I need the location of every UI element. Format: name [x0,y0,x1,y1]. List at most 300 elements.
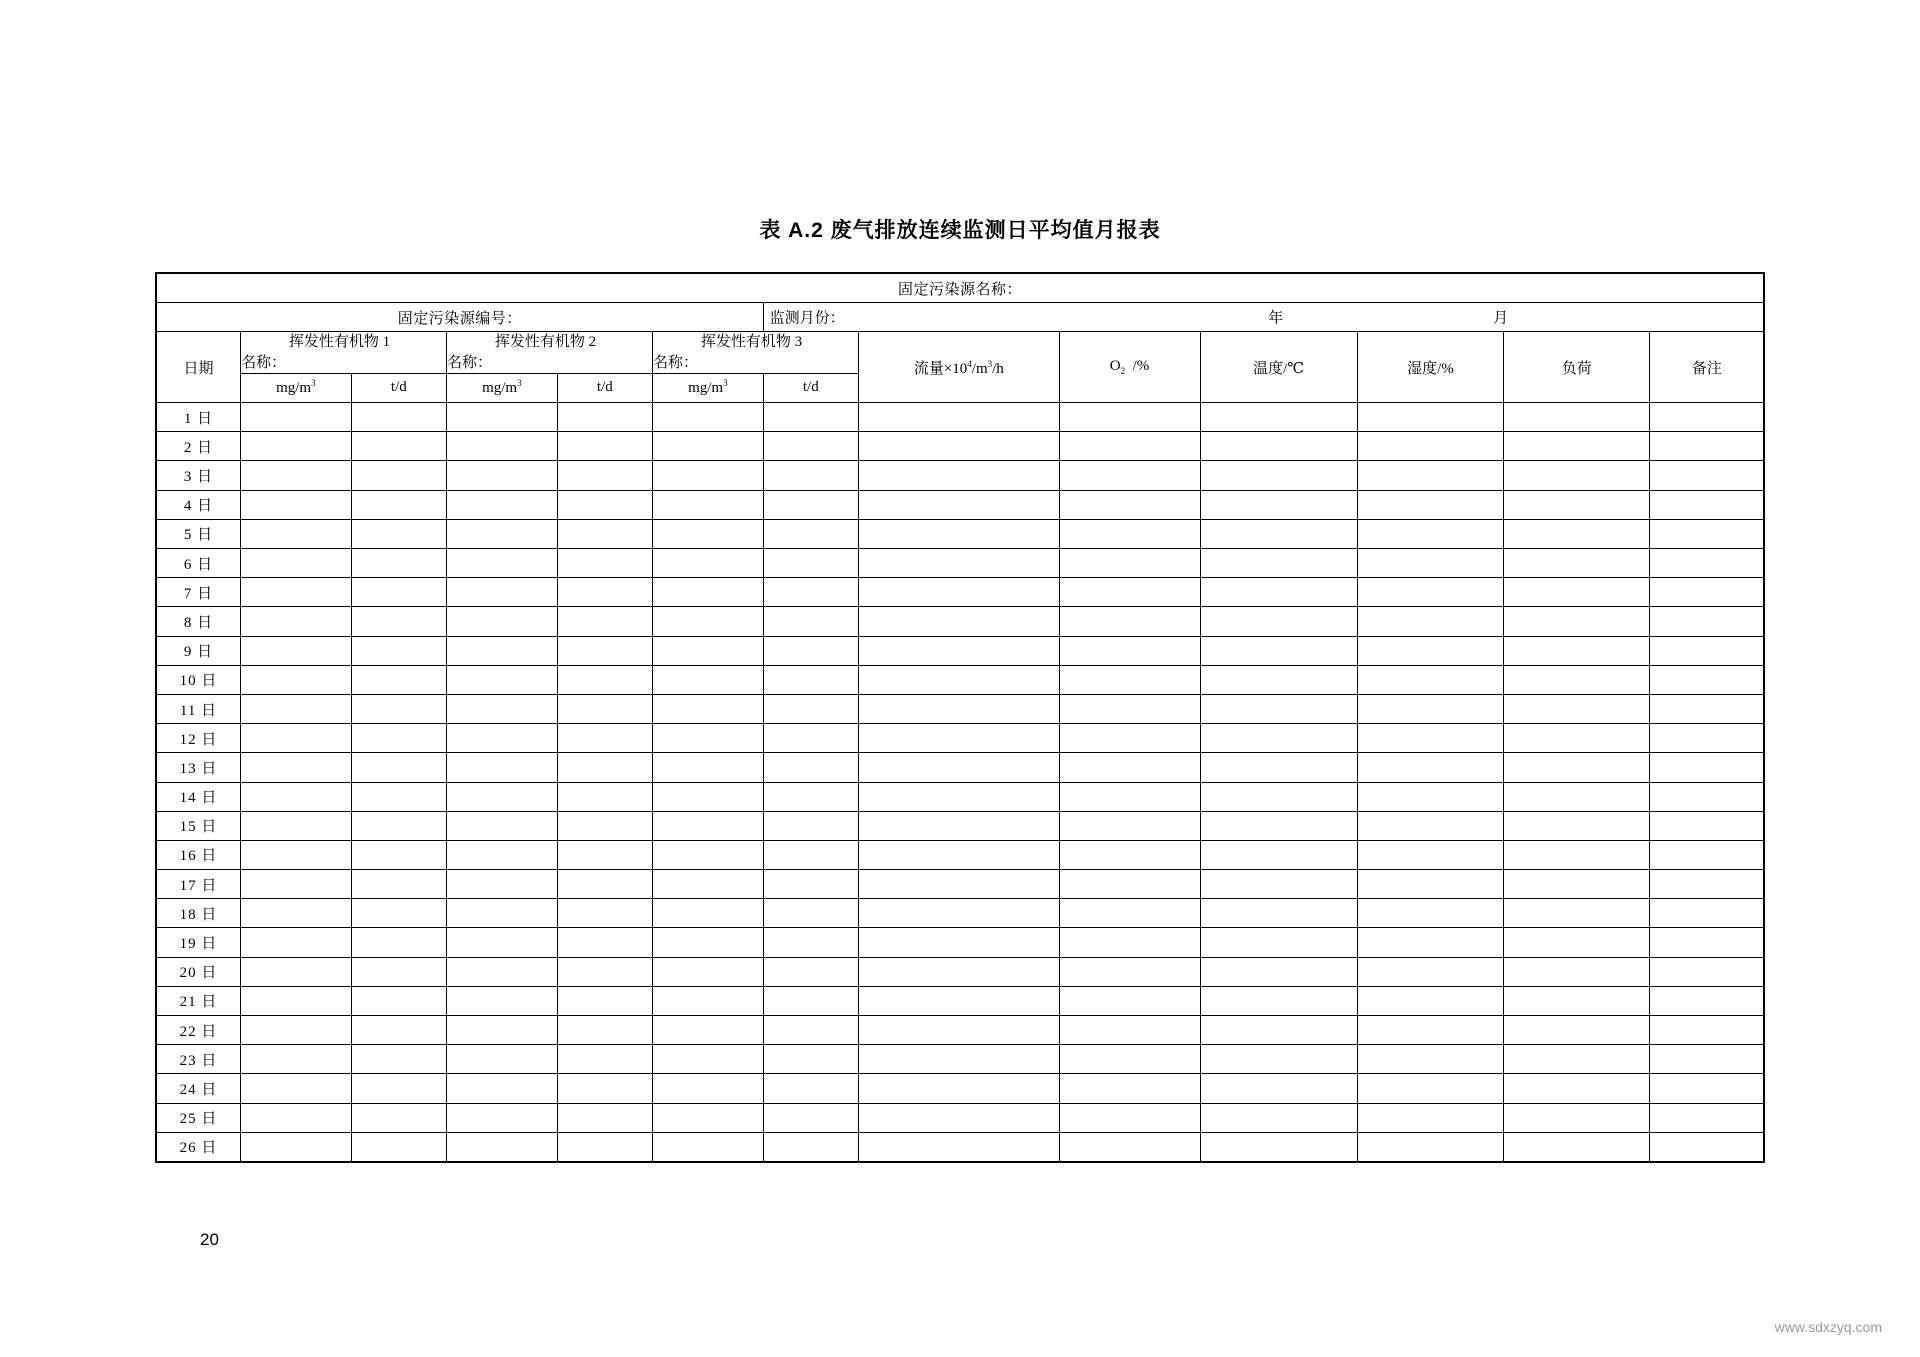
data-cell[interactable] [1504,549,1650,578]
data-cell[interactable] [1059,403,1200,432]
data-cell[interactable] [1059,870,1200,899]
data-cell[interactable] [763,1132,858,1162]
data-cell[interactable] [557,782,652,811]
data-cell[interactable] [1650,753,1764,782]
data-cell[interactable] [1357,549,1503,578]
data-cell[interactable] [859,782,1060,811]
data-cell[interactable] [1504,899,1650,928]
data-cell[interactable] [241,986,352,1015]
data-cell[interactable] [859,899,1060,928]
data-cell[interactable] [1650,782,1764,811]
data-cell[interactable] [351,1045,446,1074]
data-cell[interactable] [763,928,858,957]
data-cell[interactable] [1650,519,1764,548]
data-cell[interactable] [241,665,352,694]
data-cell[interactable] [859,549,1060,578]
data-cell[interactable] [763,899,858,928]
data-cell[interactable] [447,1103,558,1132]
data-cell[interactable] [351,694,446,723]
data-cell[interactable] [241,519,352,548]
data-cell[interactable] [1504,665,1650,694]
data-cell[interactable] [447,986,558,1015]
data-cell[interactable] [557,694,652,723]
data-cell[interactable] [859,665,1060,694]
data-cell[interactable] [1200,461,1357,490]
data-cell[interactable] [557,870,652,899]
data-cell[interactable] [447,432,558,461]
data-cell[interactable] [1504,928,1650,957]
data-cell[interactable] [241,870,352,899]
data-cell[interactable] [1504,607,1650,636]
data-cell[interactable] [1650,694,1764,723]
data-cell[interactable] [763,1074,858,1103]
data-cell[interactable] [351,490,446,519]
data-cell[interactable] [1059,1103,1200,1132]
data-cell[interactable] [1650,665,1764,694]
data-cell[interactable] [1504,490,1650,519]
data-cell[interactable] [653,1045,764,1074]
data-cell[interactable] [351,782,446,811]
data-cell[interactable] [859,490,1060,519]
data-cell[interactable] [557,753,652,782]
data-cell[interactable] [763,665,858,694]
data-cell[interactable] [1504,1045,1650,1074]
data-cell[interactable] [1357,1016,1503,1045]
data-cell[interactable] [351,607,446,636]
data-cell[interactable] [653,1103,764,1132]
data-cell[interactable] [1504,957,1650,986]
data-cell[interactable] [1200,899,1357,928]
data-cell[interactable] [763,870,858,899]
data-cell[interactable] [653,753,764,782]
data-cell[interactable] [653,782,764,811]
data-cell[interactable] [447,957,558,986]
data-cell[interactable] [859,957,1060,986]
data-cell[interactable] [1650,1074,1764,1103]
data-cell[interactable] [447,519,558,548]
data-cell[interactable] [653,403,764,432]
data-cell[interactable] [1504,636,1650,665]
data-cell[interactable] [241,607,352,636]
data-cell[interactable] [653,899,764,928]
data-cell[interactable] [447,578,558,607]
data-cell[interactable] [653,665,764,694]
data-cell[interactable] [1059,636,1200,665]
data-cell[interactable] [351,899,446,928]
data-cell[interactable] [859,724,1060,753]
data-cell[interactable] [859,519,1060,548]
data-cell[interactable] [1200,636,1357,665]
data-cell[interactable] [859,840,1060,869]
data-cell[interactable] [653,578,764,607]
data-cell[interactable] [763,986,858,1015]
data-cell[interactable] [351,403,446,432]
data-cell[interactable] [859,403,1060,432]
data-cell[interactable] [447,724,558,753]
data-cell[interactable] [241,549,352,578]
data-cell[interactable] [1650,724,1764,753]
data-cell[interactable] [653,1132,764,1162]
data-cell[interactable] [1504,1016,1650,1045]
data-cell[interactable] [241,724,352,753]
data-cell[interactable] [763,432,858,461]
data-cell[interactable] [1059,519,1200,548]
data-cell[interactable] [1200,549,1357,578]
data-cell[interactable] [1059,1132,1200,1162]
data-cell[interactable] [1059,578,1200,607]
data-cell[interactable] [447,403,558,432]
data-cell[interactable] [1650,549,1764,578]
data-cell[interactable] [653,1016,764,1045]
data-cell[interactable] [1650,578,1764,607]
data-cell[interactable] [351,1103,446,1132]
data-cell[interactable] [1200,1045,1357,1074]
data-cell[interactable] [1059,549,1200,578]
data-cell[interactable] [447,1132,558,1162]
data-cell[interactable] [1357,1074,1503,1103]
data-cell[interactable] [1357,665,1503,694]
data-cell[interactable] [653,870,764,899]
data-cell[interactable] [447,753,558,782]
data-cell[interactable] [1357,928,1503,957]
data-cell[interactable] [1650,957,1764,986]
data-cell[interactable] [763,957,858,986]
data-cell[interactable] [447,811,558,840]
data-cell[interactable] [1059,490,1200,519]
data-cell[interactable] [859,1074,1060,1103]
data-cell[interactable] [1357,607,1503,636]
data-cell[interactable] [557,724,652,753]
data-cell[interactable] [241,403,352,432]
data-cell[interactable] [1059,782,1200,811]
data-cell[interactable] [763,1016,858,1045]
data-cell[interactable] [351,928,446,957]
data-cell[interactable] [1650,1132,1764,1162]
data-cell[interactable] [859,461,1060,490]
data-cell[interactable] [557,607,652,636]
data-cell[interactable] [447,461,558,490]
data-cell[interactable] [1200,928,1357,957]
data-cell[interactable] [1059,957,1200,986]
data-cell[interactable] [1200,782,1357,811]
data-cell[interactable] [241,753,352,782]
data-cell[interactable] [763,549,858,578]
data-cell[interactable] [351,636,446,665]
data-cell[interactable] [557,1074,652,1103]
data-cell[interactable] [557,490,652,519]
data-cell[interactable] [557,1132,652,1162]
data-cell[interactable] [1504,694,1650,723]
data-cell[interactable] [241,432,352,461]
data-cell[interactable] [859,1103,1060,1132]
data-cell[interactable] [1650,607,1764,636]
data-cell[interactable] [1650,432,1764,461]
data-cell[interactable] [241,811,352,840]
data-cell[interactable] [1059,811,1200,840]
data-cell[interactable] [557,519,652,548]
data-cell[interactable] [351,578,446,607]
data-cell[interactable] [351,1074,446,1103]
data-cell[interactable] [1504,519,1650,548]
data-cell[interactable] [1504,1074,1650,1103]
data-cell[interactable] [1357,782,1503,811]
data-cell[interactable] [653,1074,764,1103]
data-cell[interactable] [1059,607,1200,636]
data-cell[interactable] [447,607,558,636]
data-cell[interactable] [557,840,652,869]
data-cell[interactable] [241,694,352,723]
data-cell[interactable] [653,549,764,578]
data-cell[interactable] [653,724,764,753]
data-cell[interactable] [1059,1045,1200,1074]
data-cell[interactable] [241,461,352,490]
data-cell[interactable] [763,607,858,636]
data-cell[interactable] [351,840,446,869]
data-cell[interactable] [1650,1016,1764,1045]
data-cell[interactable] [653,811,764,840]
data-cell[interactable] [1357,694,1503,723]
data-cell[interactable] [1650,1045,1764,1074]
data-cell[interactable] [447,490,558,519]
data-cell[interactable] [351,1016,446,1045]
data-cell[interactable] [557,899,652,928]
data-cell[interactable] [1357,578,1503,607]
data-cell[interactable] [447,665,558,694]
data-cell[interactable] [653,636,764,665]
data-cell[interactable] [557,986,652,1015]
data-cell[interactable] [1357,1045,1503,1074]
data-cell[interactable] [1650,870,1764,899]
data-cell[interactable] [351,811,446,840]
data-cell[interactable] [859,753,1060,782]
data-cell[interactable] [859,694,1060,723]
data-cell[interactable] [653,490,764,519]
data-cell[interactable] [763,1045,858,1074]
data-cell[interactable] [653,957,764,986]
data-cell[interactable] [241,1132,352,1162]
data-cell[interactable] [351,870,446,899]
data-cell[interactable] [653,519,764,548]
data-cell[interactable] [1200,724,1357,753]
data-cell[interactable] [763,578,858,607]
data-cell[interactable] [1357,724,1503,753]
data-cell[interactable] [763,461,858,490]
data-cell[interactable] [1059,928,1200,957]
data-cell[interactable] [447,549,558,578]
data-cell[interactable] [653,986,764,1015]
data-cell[interactable] [763,724,858,753]
data-cell[interactable] [1059,1016,1200,1045]
data-cell[interactable] [763,403,858,432]
data-cell[interactable] [1059,1074,1200,1103]
data-cell[interactable] [351,432,446,461]
data-cell[interactable] [1357,490,1503,519]
data-cell[interactable] [859,870,1060,899]
data-cell[interactable] [241,490,352,519]
data-cell[interactable] [1504,1103,1650,1132]
data-cell[interactable] [859,636,1060,665]
data-cell[interactable] [1357,461,1503,490]
data-cell[interactable] [351,461,446,490]
data-cell[interactable] [447,840,558,869]
data-cell[interactable] [1357,753,1503,782]
data-cell[interactable] [763,753,858,782]
data-cell[interactable] [241,1016,352,1045]
data-cell[interactable] [241,957,352,986]
data-cell[interactable] [241,899,352,928]
data-cell[interactable] [447,928,558,957]
data-cell[interactable] [653,607,764,636]
data-cell[interactable] [447,636,558,665]
data-cell[interactable] [351,519,446,548]
data-cell[interactable] [1059,432,1200,461]
data-cell[interactable] [763,840,858,869]
data-cell[interactable] [1059,986,1200,1015]
data-cell[interactable] [1059,899,1200,928]
data-cell[interactable] [1357,432,1503,461]
data-cell[interactable] [1650,490,1764,519]
data-cell[interactable] [653,840,764,869]
data-cell[interactable] [1650,811,1764,840]
data-cell[interactable] [351,724,446,753]
data-cell[interactable] [557,578,652,607]
data-cell[interactable] [241,1074,352,1103]
data-cell[interactable] [241,578,352,607]
data-cell[interactable] [557,1045,652,1074]
data-cell[interactable] [1200,986,1357,1015]
data-cell[interactable] [351,986,446,1015]
data-cell[interactable] [1650,461,1764,490]
data-cell[interactable] [653,928,764,957]
data-cell[interactable] [1504,811,1650,840]
data-cell[interactable] [241,840,352,869]
data-cell[interactable] [241,928,352,957]
data-cell[interactable] [1357,986,1503,1015]
data-cell[interactable] [859,928,1060,957]
data-cell[interactable] [241,636,352,665]
data-cell[interactable] [447,1045,558,1074]
data-cell[interactable] [1200,490,1357,519]
data-cell[interactable] [763,811,858,840]
data-cell[interactable] [653,694,764,723]
data-cell[interactable] [1059,694,1200,723]
data-cell[interactable] [653,461,764,490]
data-cell[interactable] [859,986,1060,1015]
data-cell[interactable] [1357,1103,1503,1132]
data-cell[interactable] [1357,899,1503,928]
data-cell[interactable] [1059,461,1200,490]
data-cell[interactable] [1200,665,1357,694]
data-cell[interactable] [859,1132,1060,1162]
data-cell[interactable] [763,490,858,519]
data-cell[interactable] [1200,1132,1357,1162]
data-cell[interactable] [241,782,352,811]
data-cell[interactable] [1357,811,1503,840]
data-cell[interactable] [1650,1103,1764,1132]
data-cell[interactable] [1650,928,1764,957]
data-cell[interactable] [1650,986,1764,1015]
data-cell[interactable] [1200,957,1357,986]
data-cell[interactable] [1059,665,1200,694]
data-cell[interactable] [557,1103,652,1132]
data-cell[interactable] [557,957,652,986]
data-cell[interactable] [763,519,858,548]
data-cell[interactable] [1059,753,1200,782]
data-cell[interactable] [1200,811,1357,840]
data-cell[interactable] [1650,403,1764,432]
data-cell[interactable] [1504,1132,1650,1162]
data-cell[interactable] [1200,519,1357,548]
data-cell[interactable] [351,957,446,986]
data-cell[interactable] [1650,636,1764,665]
data-cell[interactable] [1200,432,1357,461]
data-cell[interactable] [1650,899,1764,928]
data-cell[interactable] [1357,957,1503,986]
data-cell[interactable] [1357,636,1503,665]
data-cell[interactable] [447,782,558,811]
data-cell[interactable] [557,636,652,665]
data-cell[interactable] [763,1103,858,1132]
data-cell[interactable] [1200,870,1357,899]
data-cell[interactable] [557,432,652,461]
data-cell[interactable] [1504,724,1650,753]
data-cell[interactable] [557,461,652,490]
data-cell[interactable] [763,782,858,811]
data-cell[interactable] [447,1074,558,1103]
data-cell[interactable] [557,665,652,694]
data-cell[interactable] [859,578,1060,607]
data-cell[interactable] [557,1016,652,1045]
data-cell[interactable] [557,403,652,432]
data-cell[interactable] [351,753,446,782]
data-cell[interactable] [351,549,446,578]
data-cell[interactable] [763,694,858,723]
data-cell[interactable] [1504,840,1650,869]
data-cell[interactable] [1357,519,1503,548]
data-cell[interactable] [1200,578,1357,607]
data-cell[interactable] [763,636,858,665]
data-cell[interactable] [1504,870,1650,899]
data-cell[interactable] [859,1016,1060,1045]
data-cell[interactable] [1357,1132,1503,1162]
data-cell[interactable] [557,549,652,578]
data-cell[interactable] [859,432,1060,461]
data-cell[interactable] [859,607,1060,636]
data-cell[interactable] [241,1103,352,1132]
data-cell[interactable] [1200,403,1357,432]
data-cell[interactable] [351,665,446,694]
data-cell[interactable] [1357,403,1503,432]
data-cell[interactable] [1504,782,1650,811]
data-cell[interactable] [859,811,1060,840]
data-cell[interactable] [557,928,652,957]
data-cell[interactable] [1200,840,1357,869]
data-cell[interactable] [447,870,558,899]
data-cell[interactable] [859,1045,1060,1074]
data-cell[interactable] [447,1016,558,1045]
data-cell[interactable] [1504,753,1650,782]
data-cell[interactable] [351,1132,446,1162]
data-cell[interactable] [1200,607,1357,636]
data-cell[interactable] [1200,694,1357,723]
data-cell[interactable] [1504,986,1650,1015]
data-cell[interactable] [1504,432,1650,461]
data-cell[interactable] [241,1045,352,1074]
data-cell[interactable] [1357,840,1503,869]
data-cell[interactable] [1357,870,1503,899]
data-cell[interactable] [1504,461,1650,490]
data-cell[interactable] [557,811,652,840]
